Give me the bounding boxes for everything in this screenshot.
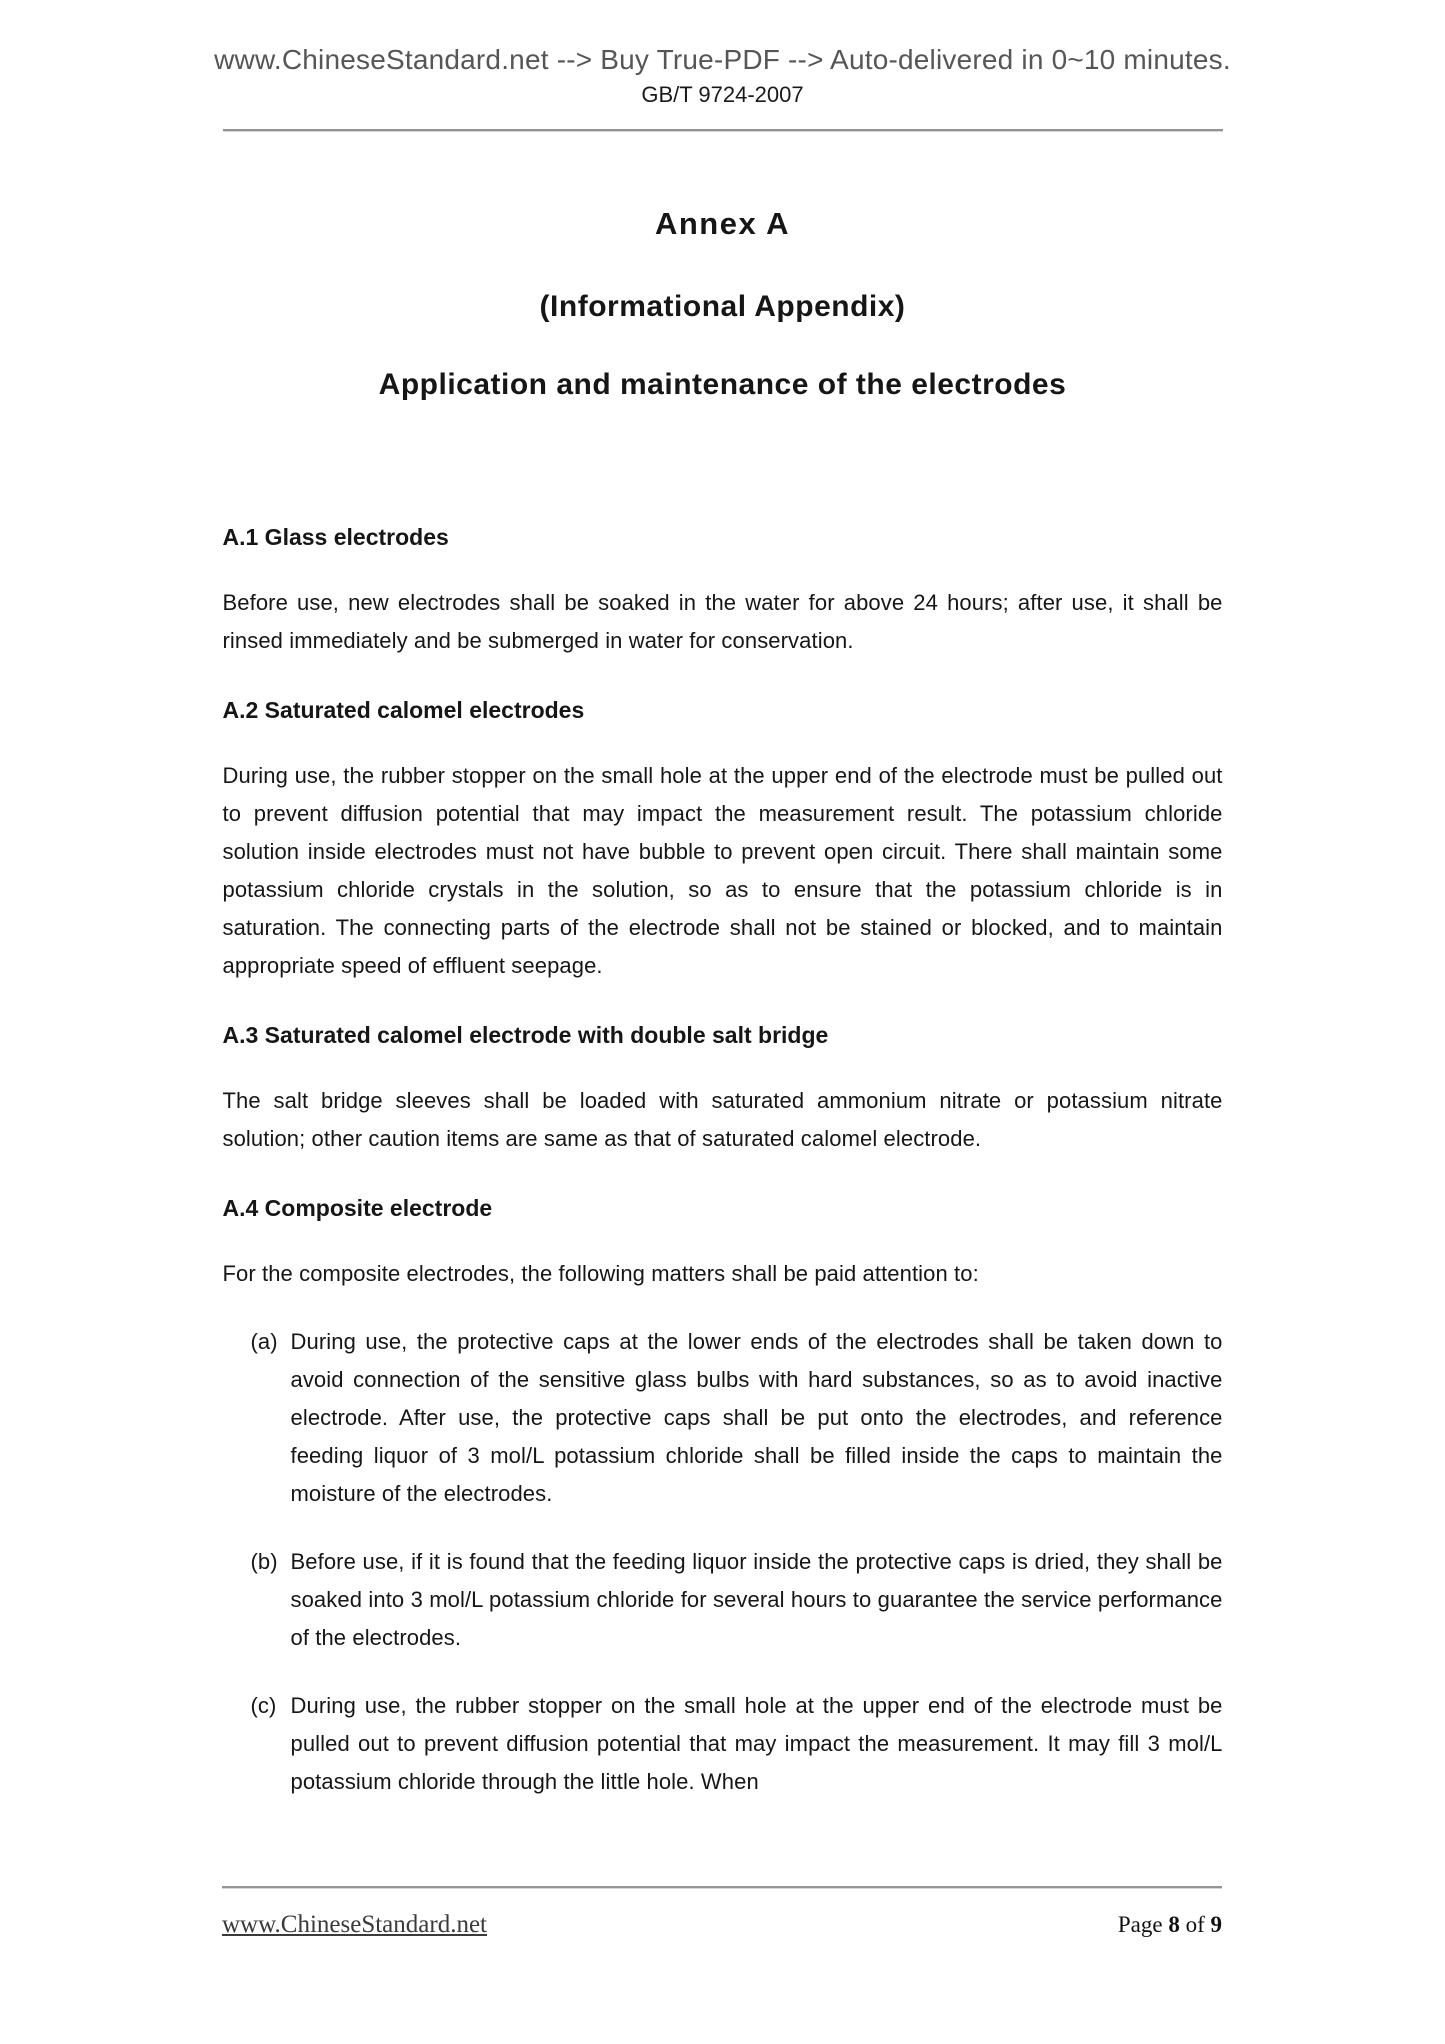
section-a1-paragraph: Before use, new electrodes shall be soaked in the water for above 24 hours; after use, it shall be rinsed immediately and be submerged in water for conservation. [222,590,1223,653]
list-text-c: During use, the rubber stopper on the small hole at the upper end of the electrode must be pulled out to prevent diffusion potential that may impact the measurement. It may fill 3 mol/L potassium chloride through the little hole. When [290,1693,1223,1794]
document-body [223,129,1223,1801]
annex-subtitle: (Informational Appendix) [539,290,906,323]
page-word: Page [1117,1912,1163,1937]
document-title: Application and maintenance of the electrodes [378,368,1067,401]
section-heading-a4: A.4 Composite electrode [222,1195,493,1221]
list-text-b: Before use, if it is found that the feeding liquor inside the protective caps is dried, they shall be soaked into 3 mol/L potassium chloride for several hours to guarantee the service performance of the electrodes. [290,1549,1223,1650]
header-promo-text: www.ChineseStandard.net --> Buy True-PDF --> Auto-delivered in 0~10 minutes. [214,44,1231,75]
section-heading-a1: A.1 Glass electrodes [222,524,449,550]
list-text-a: During use, the protective caps at the lower ends of the electrodes shall be taken down to avoid connection of the sensitive glass bulbs with hard substances, so as to avoid inactive electrode. After use, the protective caps shall be put onto the electrodes, and reference feeding liquor of 3 mol/L potassium chloride shall be filled inside the caps to maintain the moisture of the electrodes. [290,1329,1223,1506]
page-header [0,44,1445,108]
section-heading-a2: A.2 Saturated calomel electrodes [222,697,585,723]
page-of-word: of [1185,1912,1205,1937]
footer-site-link[interactable]: www.ChineseStandard.net [222,1911,487,1938]
page-number-label [1118,1912,1222,1938]
list-item-c [223,1687,1223,1801]
list-item-a [223,1323,1223,1513]
section-a3-paragraph: The salt bridge sleeves shall be loaded with saturated ammonium nitrate or potassium nitrate solution; other caution items are same as that of saturated calomel electrode. [222,1088,1223,1151]
list-item-b [223,1543,1223,1657]
section-heading-a3: A.3 Saturated calomel electrode with double salt bridge [222,1022,829,1048]
annex-title: Annex A [654,206,791,241]
footer-divider [222,1886,1222,1889]
page-number-total: 9 [1210,1912,1222,1937]
list-marker-a: (a) [250,1329,278,1354]
standard-number: GB/T 9724-2007 [641,82,804,107]
page-number-current: 8 [1168,1912,1180,1937]
list-marker-c: (c) [250,1693,277,1718]
header-divider [223,129,1223,132]
section-a4-paragraph: For the composite electrodes, the following matters shall be paid attention to: [222,1261,979,1286]
page-footer [222,1886,1222,1939]
section-a2-paragraph: During use, the rubber stopper on the small hole at the upper end of the electrode must be pulled out to prevent diffusion potential that may impact the measurement result. The potassium chloride solution inside electrodes must not have bubble to prevent open circuit. There shall maintain some potassium chloride crystals in the solution, so as to ensure that the potassium chloride is in saturation. The connecting parts of the electrode shall not be stained or blocked, and to maintain appropriate speed of effluent seepage. [222,763,1223,978]
list-marker-b: (b) [250,1549,278,1574]
